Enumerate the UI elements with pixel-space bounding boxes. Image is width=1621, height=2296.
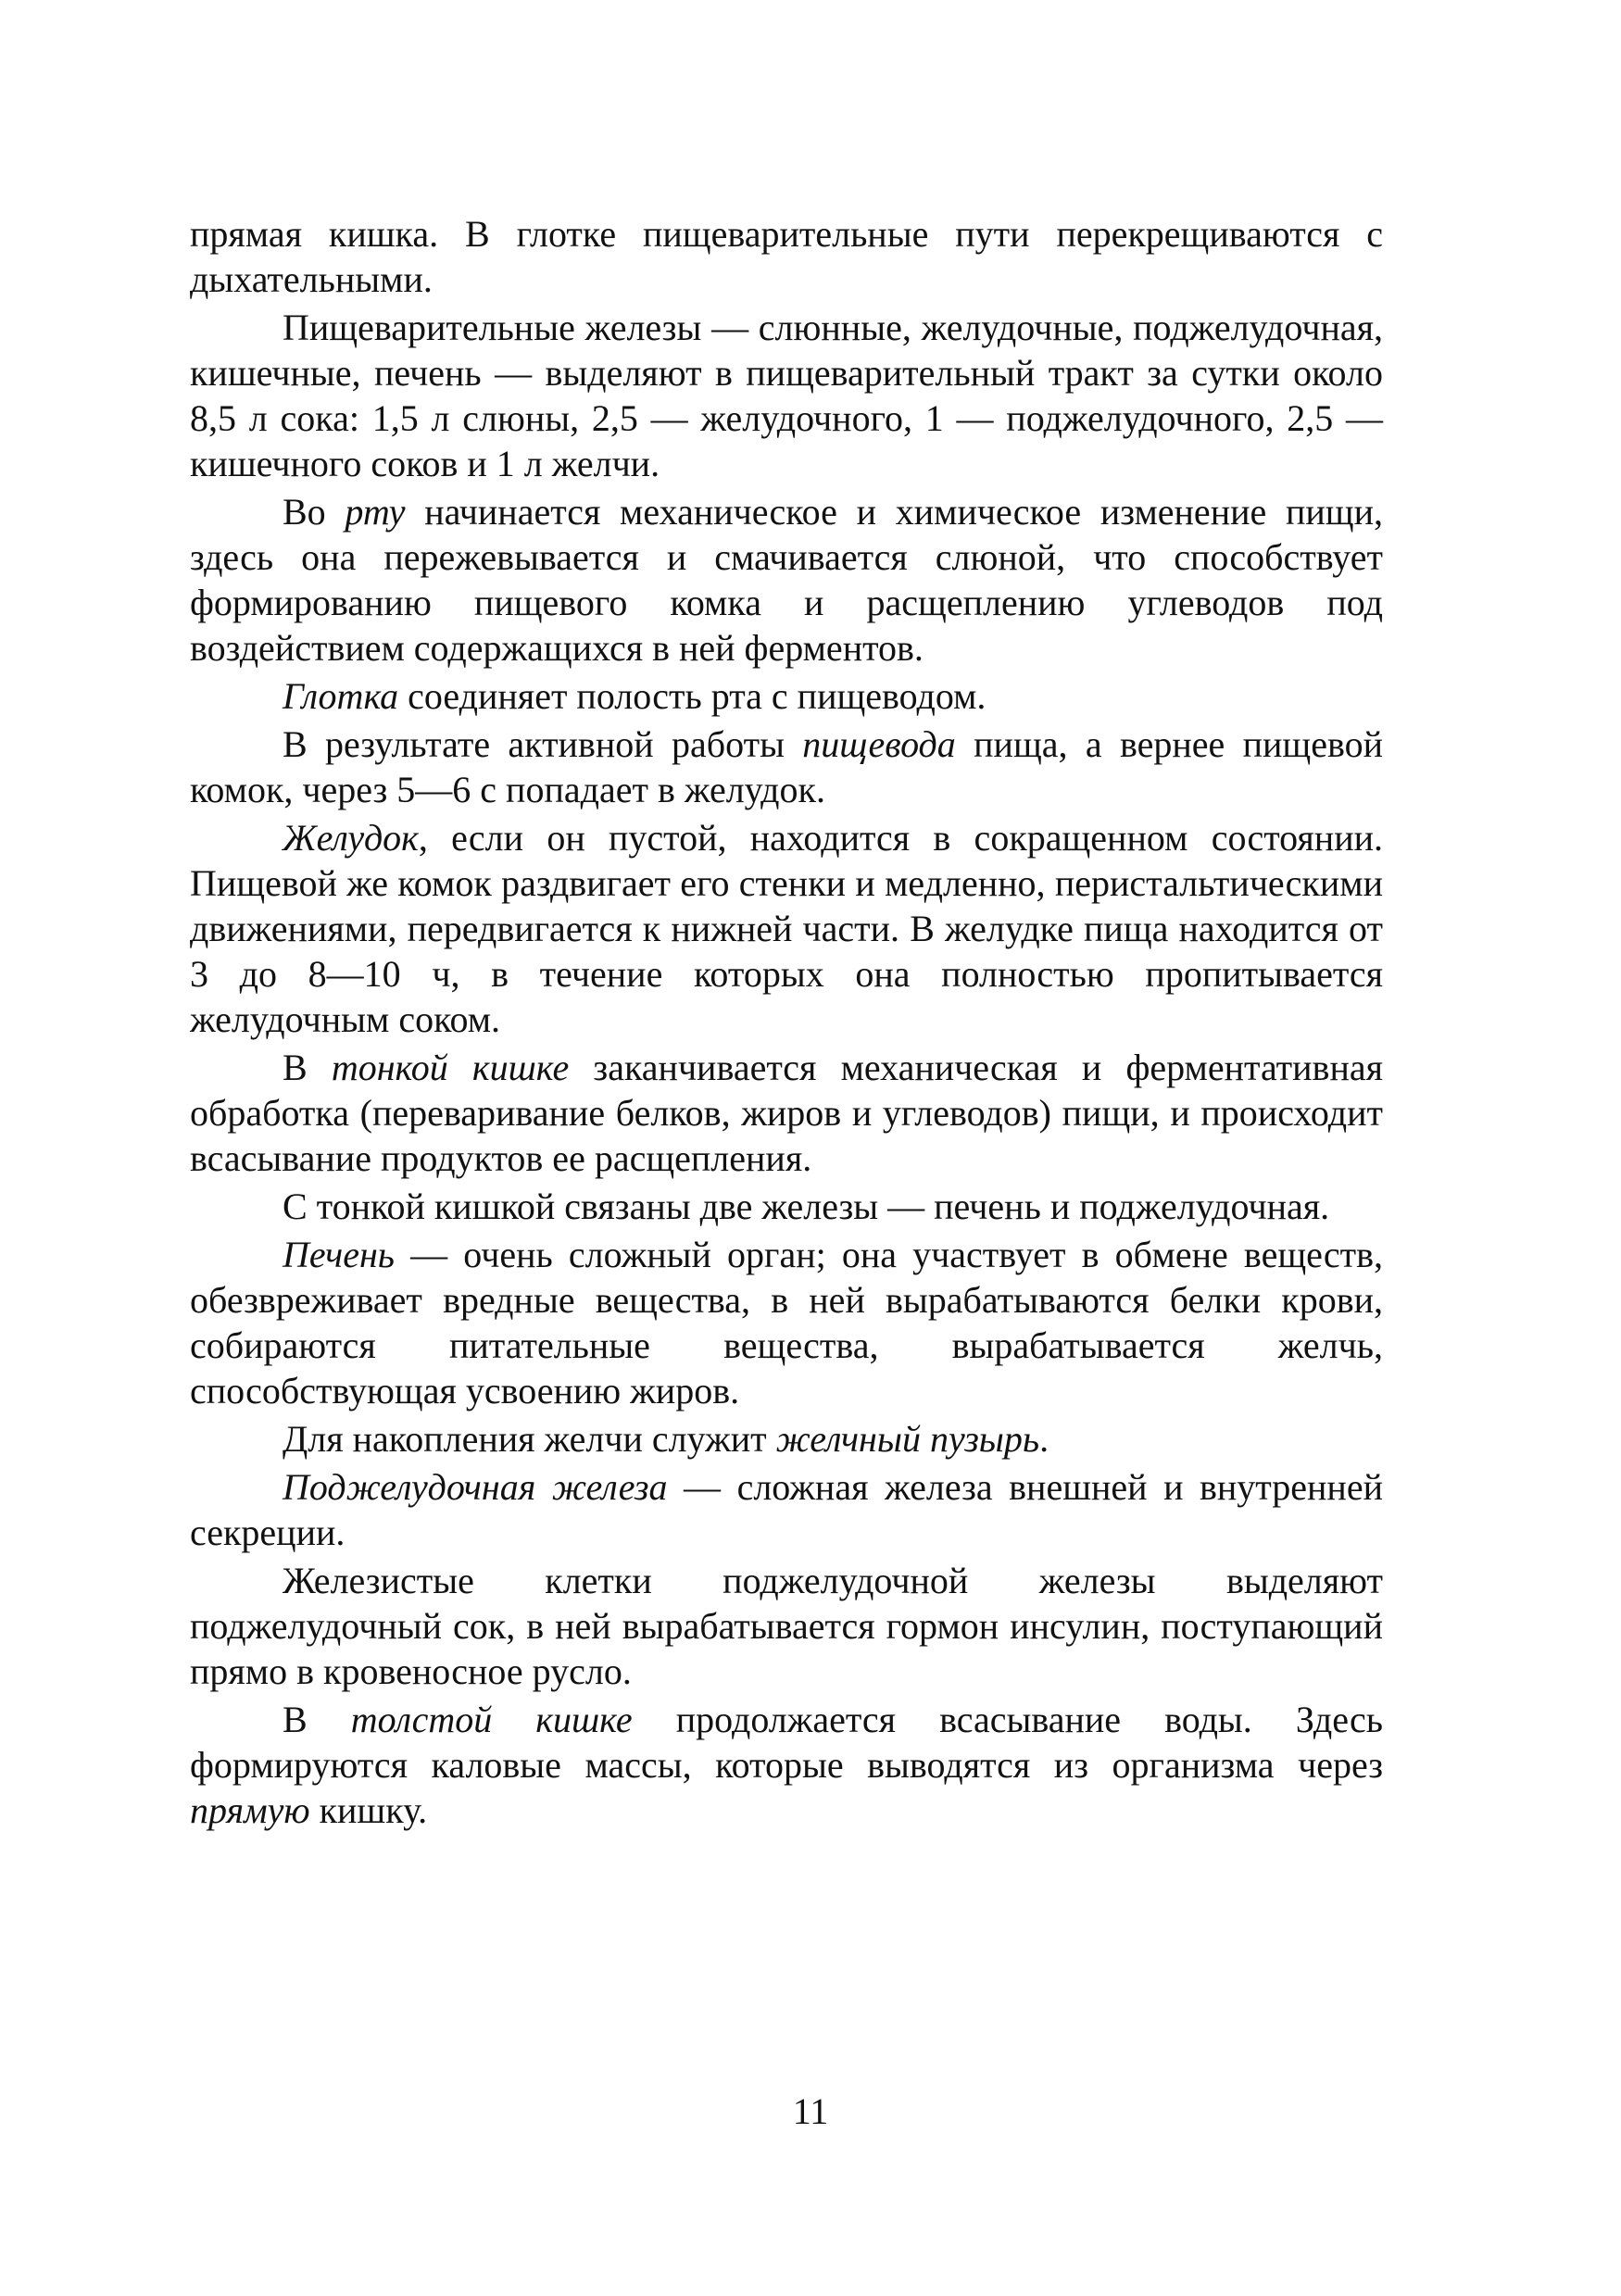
italic-term: Желудок (283, 817, 419, 859)
text-run: , если он пустой, находится в сокращенном состоянии. Пищевой же комок раздвигает его стенки и медленно, перистальтическими движениями, передвигается к нижней части. В желудке пища находится от 3 до 8—10 ч, в течение которых она полностью пропитывается желудочным соком. (190, 817, 1383, 1040)
text-run: — сложная железа внешней и внутренней секреции. (190, 1466, 1383, 1553)
text-run: заканчивается механическая и ферментативная обработка (переваривание белков, жиров и углеводов) пищи, и происходит всасывание продуктов ее расщепления. (190, 1047, 1384, 1179)
paragraph-digestive-glands (190, 305, 1383, 486)
paragraph-esophagus (190, 721, 1383, 812)
paragraph-liver (190, 1232, 1383, 1413)
text-run: В результате активной работы (283, 723, 803, 765)
text-run: Для накопления желчи служит (283, 1418, 776, 1460)
italic-term: Поджелудочная железа (283, 1466, 668, 1508)
paragraph-mouth (190, 489, 1383, 671)
paragraph-continuation (190, 211, 1383, 302)
text-run: пища, а вернее пищевой комок, через 5—6 с попадает в желудок. (190, 723, 1384, 810)
text-run: . (1039, 1418, 1049, 1460)
italic-term: рту (345, 491, 406, 533)
text-run: В (283, 1047, 332, 1088)
paragraph-glands (190, 1184, 1383, 1229)
text-run: С тонкой кишкой связаны две железы — печень и поджелудочная. (283, 1186, 1330, 1227)
paragraph-gallbladder (190, 1416, 1383, 1462)
page-body-text (190, 211, 1383, 1833)
italic-term: желчный пузырь (775, 1418, 1040, 1460)
italic-term: Печень (283, 1234, 395, 1275)
paragraph-small-intestine (190, 1045, 1383, 1181)
page-number: 11 (792, 2090, 829, 2132)
italic-term: тонкой кишке (331, 1047, 570, 1088)
paragraph-pancreas-cells (190, 1558, 1383, 1694)
paragraph-pharynx (190, 673, 1383, 719)
text-run: В (283, 1699, 351, 1740)
paragraph-large-intestine (190, 1697, 1383, 1833)
paragraph-stomach (190, 815, 1383, 1042)
text-run: кишку. (309, 1789, 428, 1831)
text-run: прямая кишка. В глотке пищеварительные пути перекрещиваются с дыхательными. (190, 213, 1383, 300)
paragraph-pancreas (190, 1464, 1383, 1555)
text-run: начинается механическое и химическое изменение пищи, здесь она пережевывается и смачивается слюной, что способствует формированию пищевого комка и расщеплению углеводов под воздействием содержащихся в ней ферментов. (190, 491, 1383, 669)
italic-term: толстой кишке (350, 1699, 633, 1740)
text-run: Пищеварительные железы — слюнные, желудочные, поджелудочная, кишечные, печень — выделяют в пищеварительный тракт за сутки около 8,5 л сока: 1,5 л слюны, 2,5 — желудочного, 1 — поджелудочного, 2,5 — кишечного соков и 1 л желчи. (190, 307, 1383, 484)
text-run: — очень сложный орган; она участвует в обмене веществ, обезвреживает вредные вещества, в ней вырабатываются белки крови, собираются питательные вещества, вырабатывается желчь, способствующая усвоению жиров. (190, 1234, 1383, 1411)
text-run: продолжается всасывание воды. Здесь формируются каловые массы, которые выводятся из организма через (190, 1699, 1383, 1786)
italic-term: Глотка (283, 675, 399, 717)
text-run: Железистые клетки поджелудочной железы выделяют поджелудочный сок, в ней вырабатывается гормон инсулин, поступающий прямо в кровеносное русло. (190, 1560, 1383, 1692)
text-run: Во (283, 491, 346, 533)
text-run: соединяет полость рта с пищеводом. (398, 675, 986, 717)
italic-term: прямую (190, 1789, 310, 1831)
italic-term: пищевода (802, 723, 956, 765)
